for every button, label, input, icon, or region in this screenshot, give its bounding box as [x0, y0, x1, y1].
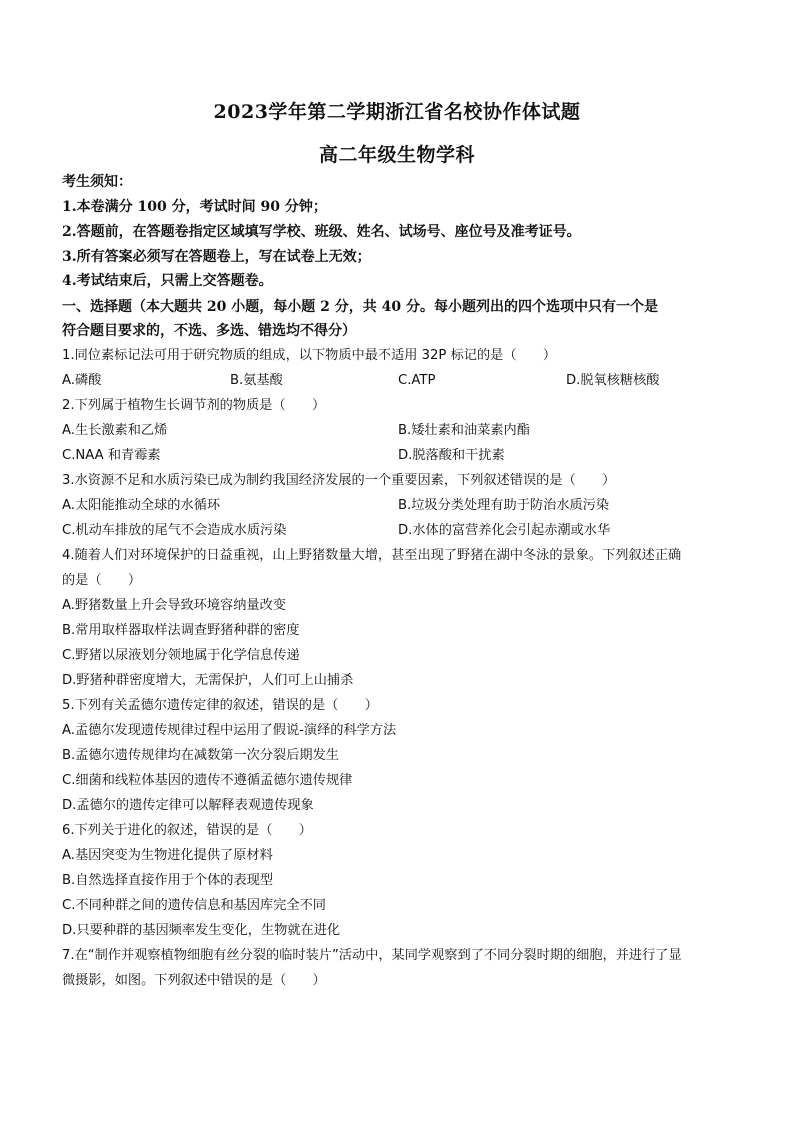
exam-title: 2023学年第二学期浙江省名校协作体试题 [213, 101, 581, 123]
option-c: C.野猪以尿液划分领地属于化学信息传递 [62, 648, 300, 663]
notice-item: 4.考试结束后，只需上交答题卷。 [62, 273, 273, 289]
option-b: B.自然选择直接作用于个体的表现型 [62, 873, 274, 888]
question-stem: 1.同位素标记法可用于研究物质的组成，以下物质中最不适用 32P 标记的是（ ） [62, 348, 557, 363]
option-b: B.矮壮素和油菜素内酯 [398, 423, 530, 438]
option-a: A.基因突变为生物进化提供了原材料 [62, 848, 273, 863]
section-heading: 一、选择题（本大题共 20 小题，每小题 2 分，共 40 分。每小题列出的四个选项中只有一个是 [62, 299, 658, 315]
question-stem: 3.水资源不足和水质污染已成为制约我国经济发展的一个重要因素，下列叙述错误的是（ ） [62, 473, 616, 488]
notice-item: 2.答题前，在答题卷指定区域填写学校、班级、姓名、试场号、座位号及准考证号。 [62, 224, 581, 240]
question-stem: 7.在“制作并观察植物细胞有丝分裂的临时装片”活动中，某同学观察到了不同分裂时期的细胞，并进行了显 [62, 948, 682, 963]
question-stem: 5.下列有关孟德尔遗传定律的叙述，错误的是（ ） [62, 698, 378, 713]
notice-heading: 考生须知： [62, 174, 132, 190]
option-c: C.不同种群之间的遗传信息和基因库完全不同 [62, 898, 326, 913]
option-a: A.太阳能推动全球的水循环 [62, 498, 221, 513]
option-d: D.只要种群的基因频率发生变化，生物就在进化 [62, 923, 341, 938]
option-a: A.磷酸 [62, 373, 102, 388]
question-stem: 2.下列属于植物生长调节剂的物质是（ ） [62, 398, 326, 413]
option-d: D.野猪种群密度增大，无需保护，人们可上山捕杀 [62, 673, 354, 688]
option-d: D.脱落酸和干扰素 [398, 448, 505, 463]
option-c: C.NAA 和青霉素 [62, 448, 161, 463]
option-b: B.常用取样器取样法调查野猪种群的密度 [62, 623, 300, 638]
option-c: C.ATP [398, 373, 436, 388]
question-stem: 6.下列关于进化的叙述，错误的是（ ） [62, 823, 312, 838]
question-stem: 4.随着人们对环境保护的日益重视，山上野猪数量大增，甚至出现了野猪在湖中冬泳的景象。下列叙述正确 [62, 548, 682, 563]
option-a: A.生长激素和乙烯 [62, 423, 168, 438]
question-stem-cont: 的是（ ） [62, 573, 142, 588]
question-stem-cont: 微摄影，如图。下列叙述中错误的是（ ） [62, 973, 326, 988]
exam-subject: 高二年级生物学科 [318, 144, 475, 166]
option-b: B.孟德尔遗传规律均在减数第一次分裂后期发生 [62, 748, 339, 763]
notice-item: 1.本卷满分 100 分，考试时间 90 分钟； [62, 199, 327, 215]
option-c: C.细菌和线粒体基因的遗传不遵循孟德尔遗传规律 [62, 773, 353, 788]
option-c: C.机动车排放的尾气不会造成水质污染 [62, 523, 287, 538]
notice-item: 3.所有答案必须写在答题卷上，写在试卷上无效； [62, 249, 371, 265]
option-b: B.氨基酸 [230, 373, 283, 388]
option-a: A.孟德尔发现遗传规律过程中运用了假说-演绎的科学方法 [62, 723, 397, 738]
option-d: D.脱氧核糖核酸 [566, 373, 660, 388]
option-d: D.孟德尔的遗传定律可以解释表观遗传现象 [62, 798, 314, 813]
option-d: D.水体的富营养化会引起赤潮或水华 [398, 523, 611, 538]
section-heading-cont: 符合题目要求的，不选、多选、错选均不得分） [62, 323, 356, 339]
option-a: A.野猪数量上升会导致环境容纳量改变 [62, 598, 286, 613]
option-b: B.垃圾分类处理有助于防治水质污染 [398, 498, 610, 513]
